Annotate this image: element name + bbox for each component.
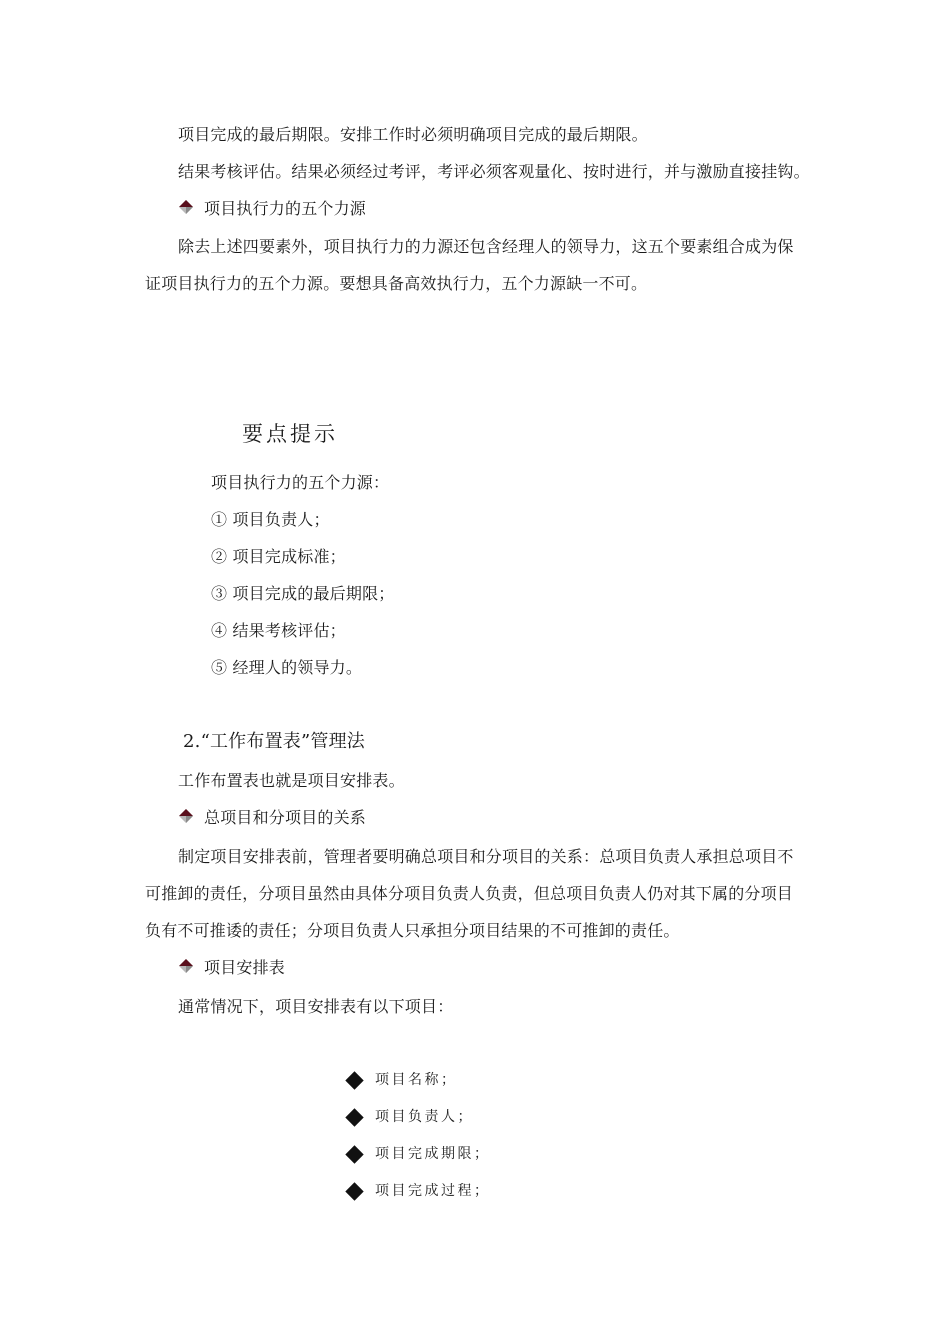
- tips-item: ③ 项目完成的最后期限；: [211, 584, 395, 603]
- schedule-item: [345, 1181, 491, 1201]
- schedule-item-label: 项目负责人；: [375, 1109, 474, 1125]
- schedule-item-label: 项目完成过程；: [375, 1183, 491, 1199]
- tips-title: 要点提示: [242, 422, 338, 446]
- red-diamond-bullet-icon: [178, 808, 194, 824]
- tips-intro: 项目执行力的五个力源：: [211, 473, 390, 492]
- schedule-item-label: 项目名称；: [375, 1072, 458, 1088]
- schedule-item: [345, 1070, 458, 1090]
- schedule-item: [345, 1144, 491, 1164]
- relation-paragraph-line3: 负有不可推诿的责任；分项目负责人只承担分项目结果的不可推卸的责任。: [145, 921, 680, 940]
- red-diamond-bullet-icon: [178, 958, 194, 974]
- black-diamond-bullet-icon: [345, 1182, 363, 1200]
- bullet-five-sources-label: 项目执行力的五个力源: [204, 199, 367, 218]
- bullet-schedule: [178, 958, 285, 978]
- tips-item: ② 项目完成标准；: [211, 547, 346, 566]
- red-diamond-bullet-icon: [178, 199, 194, 215]
- tips-item: ① 项目负责人；: [211, 510, 330, 529]
- section2-intro: 工作布置表也就是项目安排表。: [178, 771, 405, 790]
- black-diamond-bullet-icon: [345, 1108, 363, 1126]
- bullet-five-sources: [178, 199, 366, 219]
- paragraph-evaluation: 结果考核评估。结果必须经过考评，考评必须客观量化、按时进行，并与激励直接挂钩。: [178, 162, 810, 181]
- section2-title: 2.“工作布置表”管理法: [183, 731, 365, 752]
- paragraph-five-sources-line2: 证项目执行力的五个力源。要想具备高效执行力，五个力源缺一不可。: [145, 274, 648, 293]
- tips-item: ⑤ 经理人的领导力。: [211, 658, 363, 677]
- schedule-item-label: 项目完成期限；: [375, 1146, 491, 1162]
- relation-paragraph-line1: 制定项目安排表前，管理者要明确总项目和分项目的关系：总项目负责人承担总项目不: [178, 847, 794, 866]
- black-diamond-bullet-icon: [345, 1145, 363, 1163]
- bullet-relation-label: 总项目和分项目的关系: [204, 808, 367, 827]
- bullet-relation: [178, 808, 366, 828]
- relation-paragraph-line2: 可推卸的责任，分项目虽然由具体分项目负责人负责，但总项目负责人仍对其下属的分项目: [145, 884, 794, 903]
- paragraph-five-sources-line1: 除去上述四要素外，项目执行力的力源还包含经理人的领导力，这五个要素组合成为保: [178, 237, 794, 256]
- schedule-item: [345, 1107, 474, 1127]
- schedule-intro: 通常情况下，项目安排表有以下项目：: [178, 997, 454, 1016]
- bullet-schedule-label: 项目安排表: [204, 958, 286, 977]
- paragraph-deadline: 项目完成的最后期限。安排工作时必须明确项目完成的最后期限。: [178, 125, 648, 144]
- tips-item: ④ 结果考核评估；: [211, 621, 346, 640]
- black-diamond-bullet-icon: [345, 1071, 363, 1089]
